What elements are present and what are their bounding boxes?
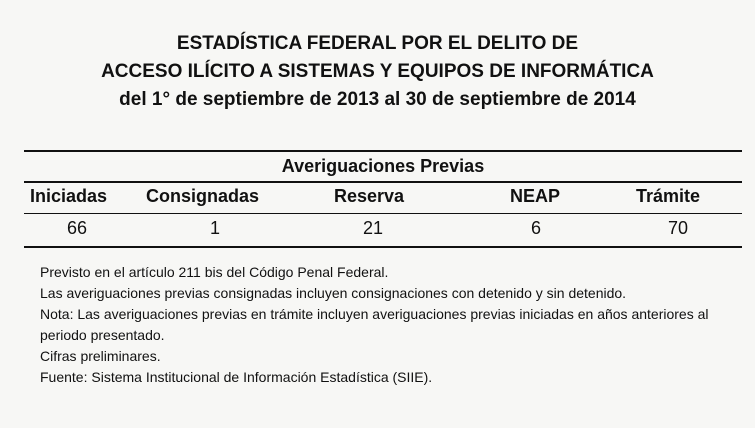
- table-top-rule: [24, 150, 742, 152]
- column-header-consignadas: Consignadas: [146, 186, 260, 206]
- table-header-row: [24, 186, 742, 212]
- title-line-2: ACCESO ILÍCITO A SISTEMAS Y EQUIPOS DE INFORMÁTICA: [101, 61, 654, 82]
- value-reserva: 21: [363, 218, 384, 238]
- footnote-consignadas: Las averiguaciones previas consignadas incluyen consignaciones con detenido y sin detenido.: [40, 285, 627, 301]
- table-header-divider: [24, 213, 742, 214]
- column-header-iniciadas: Iniciadas: [30, 186, 108, 206]
- table-row: [24, 218, 742, 244]
- document-title: [0, 30, 755, 114]
- table-bottom-rule: [24, 246, 742, 248]
- value-neap: 6: [531, 218, 542, 238]
- footnote-tramite-note: Nota: Las averiguaciones previas en trámite incluyen averiguaciones previas iniciadas en años anteriores al periodo presentado.: [40, 306, 709, 343]
- footnote-preliminary: Cifras preliminares.: [40, 348, 161, 364]
- value-consignadas: 1: [210, 218, 221, 238]
- title-line-3: del 1° de septiembre de 2013 al 30 de septiembre de 2014: [119, 89, 636, 110]
- column-header-tramite: Trámite: [636, 186, 701, 206]
- footnote-legal-basis: Previsto en el artículo 211 bis del Código Penal Federal.: [40, 264, 389, 280]
- table-section-heading: Averiguaciones Previas: [281, 156, 485, 176]
- title-line-1: ESTADÍSTICA FEDERAL POR EL DELITO DE: [176, 33, 579, 54]
- table-heading-rule: [24, 181, 742, 183]
- value-iniciadas: 66: [67, 218, 88, 238]
- footnote-source: Fuente: Sistema Institucional de Información Estadística (SIIE).: [40, 369, 433, 385]
- value-tramite: 70: [668, 218, 689, 238]
- column-header-neap: NEAP: [510, 186, 561, 206]
- column-header-reserva: Reserva: [334, 186, 405, 206]
- footnotes: [40, 262, 740, 388]
